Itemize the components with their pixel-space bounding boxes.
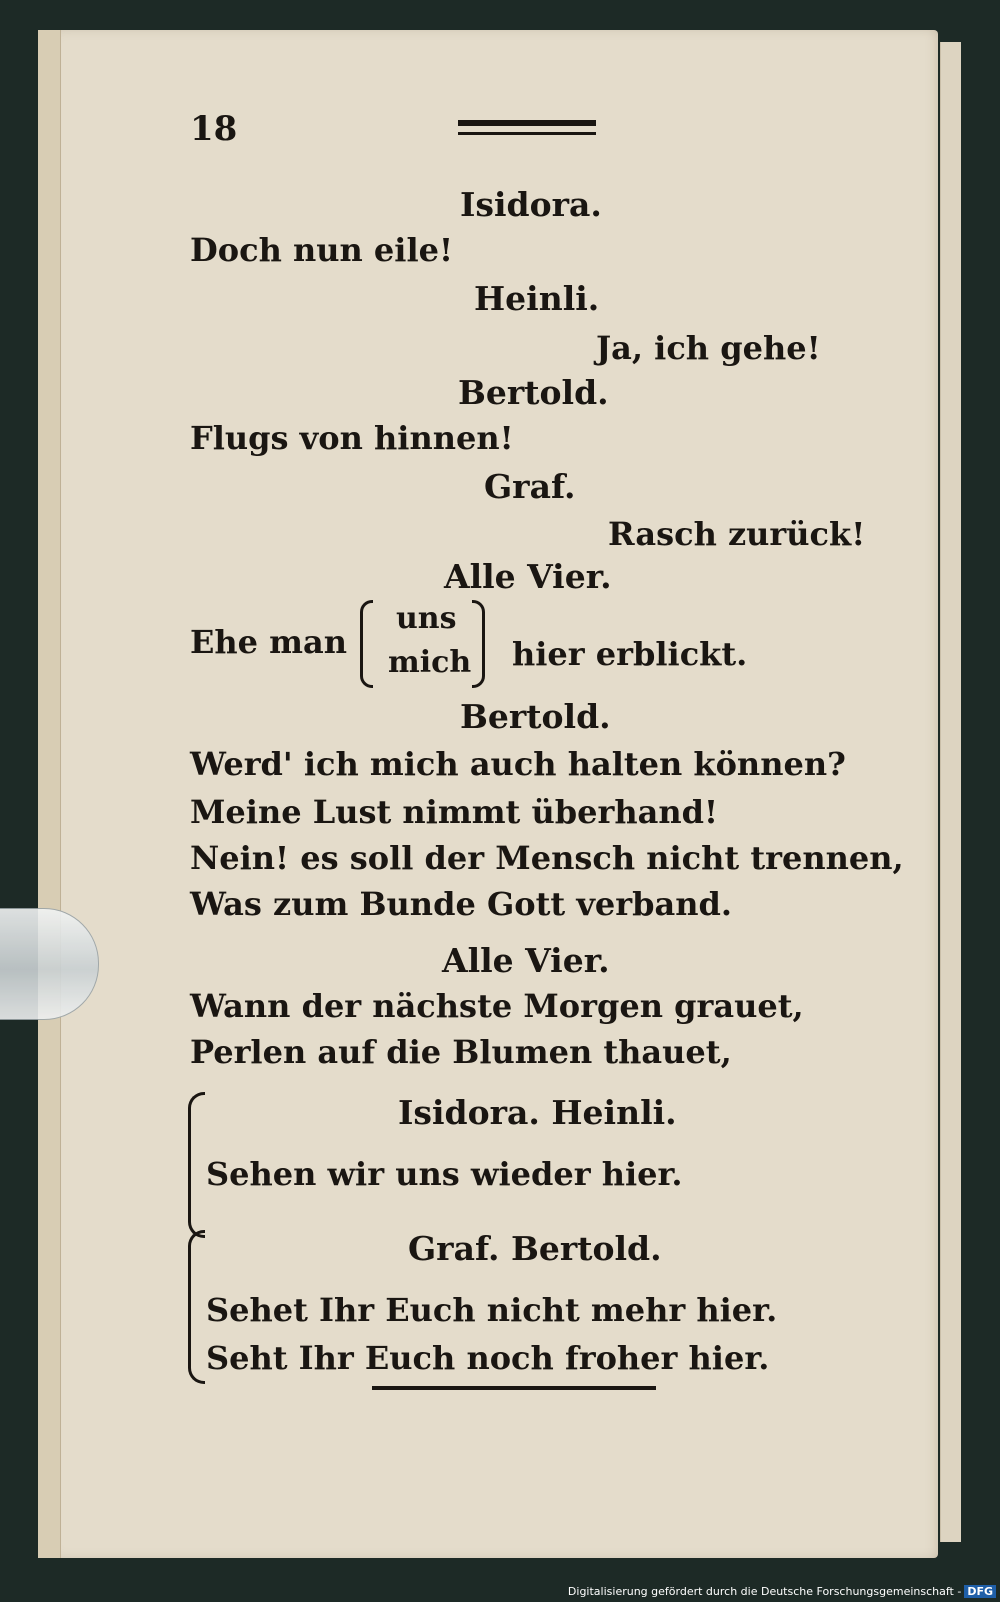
verse-line: Sehen wir uns wieder hier.: [206, 1155, 683, 1193]
speaker-isidora-heinli: Isidora. Heinli.: [398, 1093, 677, 1132]
speaker-bertold: Bertold.: [460, 697, 611, 736]
header-rule-thick: [458, 120, 596, 126]
speaker-heinli: Heinli.: [474, 279, 600, 318]
verse-line: Rasch zurück!: [608, 515, 866, 553]
page-binding-edge: [38, 30, 61, 1558]
speaker-alle-vier: Alle Vier.: [442, 941, 610, 980]
verse-line: Perlen auf die Blumen thauet,: [190, 1033, 732, 1071]
verse-line: Sehet Ihr Euch nicht mehr hier.: [206, 1291, 778, 1329]
brace-right: [472, 600, 485, 688]
brace-group-bottom: [188, 1230, 205, 1384]
end-rule: [372, 1386, 656, 1390]
verse-line: Werd' ich mich auch halten können?: [190, 745, 846, 783]
verse-line: Doch nun eile!: [190, 231, 453, 269]
variant-word: uns: [396, 601, 457, 636]
page-number: 18: [190, 109, 238, 149]
dfg-logo: DFG: [964, 1585, 996, 1598]
header-rule-thin: [458, 132, 596, 135]
verse-line: Ehe man: [190, 623, 348, 661]
verse-line: Meine Lust nimmt überhand!: [190, 793, 719, 831]
footer-credit: [568, 1585, 996, 1598]
speaker-graf: Graf.: [484, 467, 576, 506]
brace-group-top: [188, 1092, 205, 1238]
variant-word: mich: [388, 645, 472, 680]
speaker-bertold: Bertold.: [458, 373, 609, 412]
brace-left: [360, 600, 373, 688]
speaker-graf-bertold: Graf. Bertold.: [408, 1229, 662, 1268]
speaker-isidora: Isidora.: [460, 185, 602, 224]
footer-text: Digitalisierung gefördert durch die Deutsche Forschungsgemeinschaft -: [567, 1585, 962, 1598]
verse-line: hier erblickt.: [512, 635, 748, 673]
verse-line: Flugs von hinnen!: [190, 419, 514, 457]
page-right-edge: [940, 42, 961, 1542]
verse-line: Seht Ihr Euch noch froher hier.: [206, 1339, 770, 1377]
verse-line: Ja, ich gehe!: [596, 329, 821, 367]
verse-line: Was zum Bunde Gott verband.: [190, 885, 733, 923]
verse-line: Wann der nächste Morgen grauet,: [190, 987, 804, 1025]
speaker-alle-vier: Alle Vier.: [444, 557, 612, 596]
verse-line: Nein! es soll der Mensch nicht trennen,: [190, 839, 904, 877]
